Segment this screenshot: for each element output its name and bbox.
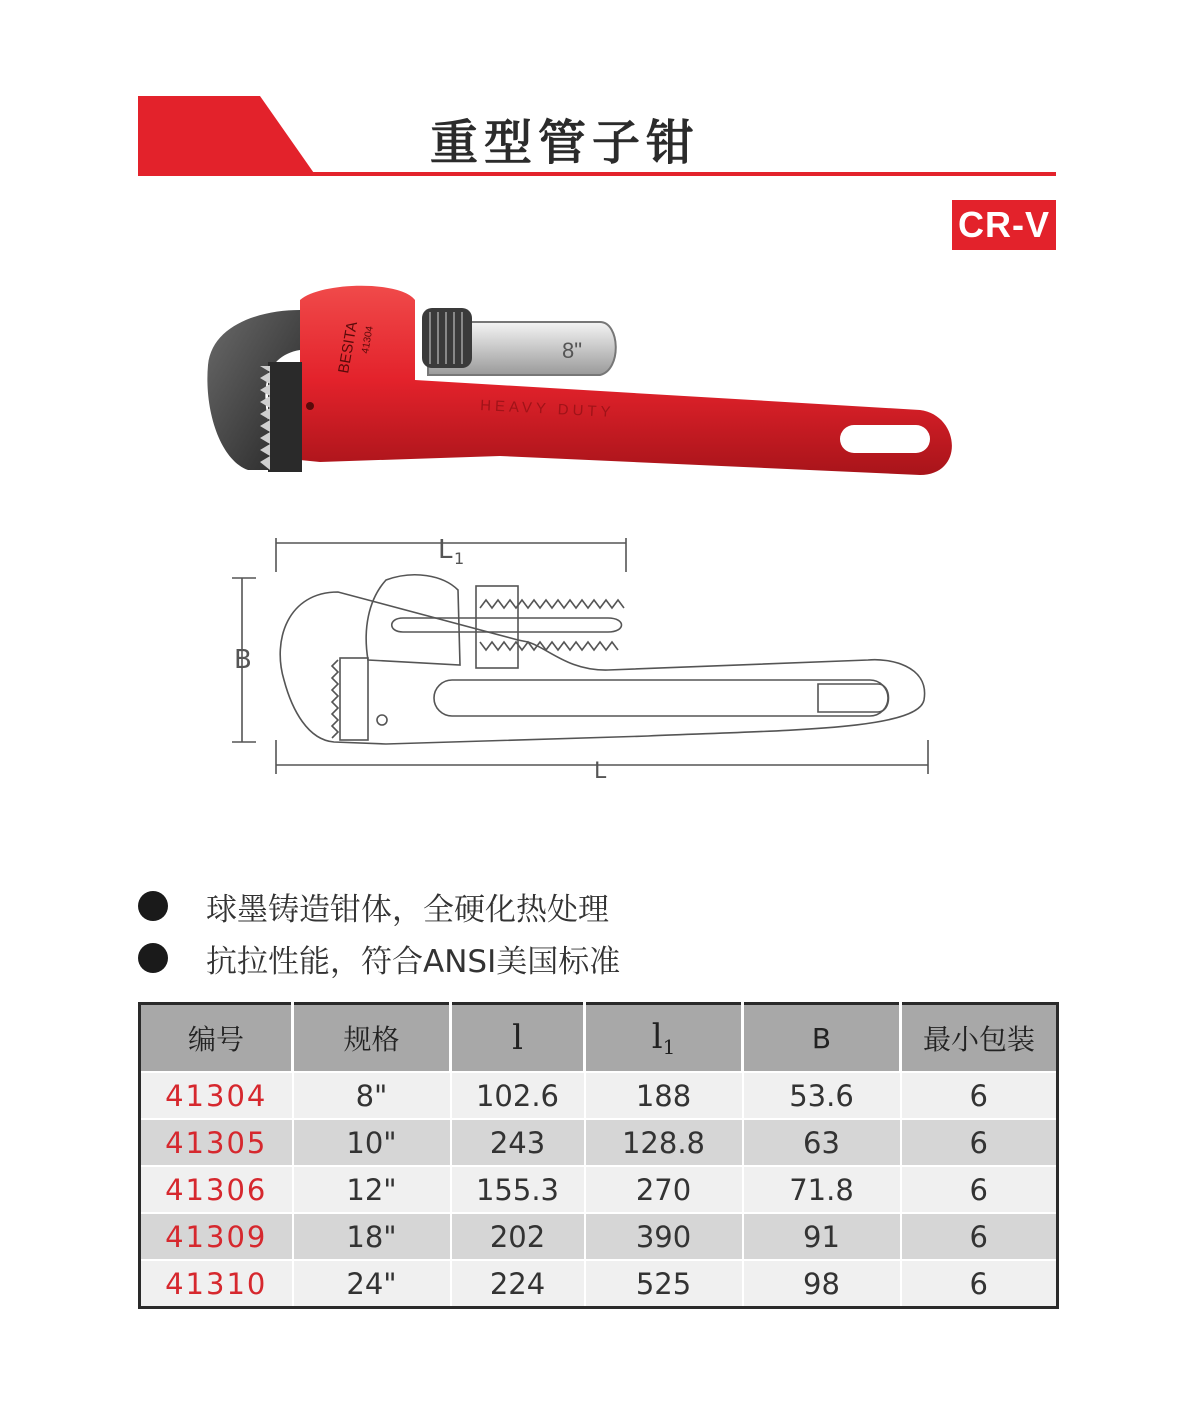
product-photo bbox=[200, 270, 970, 490]
table-row bbox=[140, 1166, 1058, 1213]
bullet-icon bbox=[138, 891, 168, 921]
feature-text: 球墨铸造钳体，全硬化热处理 bbox=[206, 891, 609, 928]
col-header-l: l bbox=[451, 1004, 585, 1073]
table-row bbox=[140, 1260, 1058, 1308]
cell-code: 41304 bbox=[140, 1072, 293, 1119]
col-header-size: 规格 bbox=[293, 1004, 451, 1073]
adjusting-nut bbox=[422, 308, 472, 368]
cell-l: 202 bbox=[451, 1213, 585, 1260]
dim-label-l: L bbox=[594, 759, 607, 780]
cell-size: 12" bbox=[293, 1166, 451, 1213]
cell-b: 91 bbox=[743, 1213, 901, 1260]
cell-l: 102.6 bbox=[451, 1072, 585, 1119]
rivet bbox=[306, 402, 314, 410]
cell-b: 71.8 bbox=[743, 1166, 901, 1213]
table-row bbox=[140, 1072, 1058, 1119]
handle-text: HEAVY DUTY bbox=[479, 397, 615, 422]
table-row bbox=[140, 1119, 1058, 1166]
cell-min-pack: 6 bbox=[901, 1072, 1058, 1119]
cell-code: 41310 bbox=[140, 1260, 293, 1308]
cell-l1: 525 bbox=[585, 1260, 743, 1308]
cell-l1: 188 bbox=[585, 1072, 743, 1119]
table-header-row bbox=[140, 1004, 1058, 1073]
cell-l: 224 bbox=[451, 1260, 585, 1308]
cell-b: 98 bbox=[743, 1260, 901, 1308]
spec-table bbox=[138, 1002, 1059, 1309]
brand-mark: BESITA bbox=[335, 320, 362, 375]
cell-min-pack: 6 bbox=[901, 1260, 1058, 1308]
col-header-l1 bbox=[585, 1004, 743, 1073]
cell-min-pack: 6 bbox=[901, 1166, 1058, 1213]
model-mark: 41304 bbox=[360, 325, 376, 355]
cell-b: 63 bbox=[743, 1119, 901, 1166]
cell-size: 24" bbox=[293, 1260, 451, 1308]
cell-min-pack: 6 bbox=[901, 1213, 1058, 1260]
dimension-drawing bbox=[228, 530, 948, 780]
feature-text: 抗拉性能，符合ANSI美国标准 bbox=[206, 943, 621, 980]
col-header-code: 编号 bbox=[140, 1004, 293, 1073]
cell-code: 41305 bbox=[140, 1119, 293, 1166]
material-badge: CR-V bbox=[952, 200, 1056, 250]
cell-code: 41309 bbox=[140, 1213, 293, 1260]
handle-slot bbox=[840, 425, 930, 453]
cell-min-pack: 6 bbox=[901, 1119, 1058, 1166]
cell-size: 18" bbox=[293, 1213, 451, 1260]
dim-label-l1: L bbox=[438, 535, 453, 565]
feature-item bbox=[138, 880, 620, 932]
cell-code: 41306 bbox=[140, 1166, 293, 1213]
header-red-tab bbox=[138, 96, 316, 176]
col-header-b: B bbox=[743, 1004, 901, 1073]
cell-l1: 128.8 bbox=[585, 1119, 743, 1166]
cell-l: 155.3 bbox=[451, 1166, 585, 1213]
cell-b: 53.6 bbox=[743, 1072, 901, 1119]
feature-item bbox=[138, 932, 620, 984]
col-header-min-pack: 最小包装 bbox=[901, 1004, 1058, 1073]
col-header-l1-main: l bbox=[651, 1017, 663, 1057]
bullet-icon bbox=[138, 943, 168, 973]
feature-list bbox=[138, 880, 620, 984]
page-title: 重型管子钳 bbox=[430, 115, 701, 171]
dim-label-l1-sub: 1 bbox=[454, 549, 465, 568]
size-mark: 8" bbox=[562, 338, 583, 363]
cell-size: 8" bbox=[293, 1072, 451, 1119]
cell-l1: 390 bbox=[585, 1213, 743, 1260]
cell-size: 10" bbox=[293, 1119, 451, 1166]
cell-l: 243 bbox=[451, 1119, 585, 1166]
table-row bbox=[140, 1213, 1058, 1260]
cell-l1: 270 bbox=[585, 1166, 743, 1213]
dim-label-b: B bbox=[234, 645, 252, 675]
col-header-l1-sub: 1 bbox=[662, 1035, 676, 1059]
